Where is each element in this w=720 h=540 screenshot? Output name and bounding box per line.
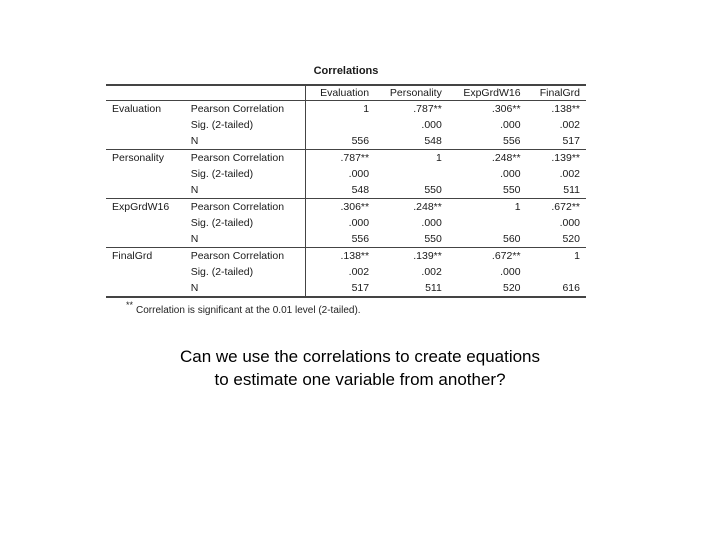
table-cell: .000 [559, 217, 580, 229]
table-row [106, 117, 586, 133]
table-cell: .002 [421, 266, 442, 278]
table-footnote [126, 300, 361, 316]
question-text [80, 345, 640, 391]
table-row [106, 166, 586, 182]
table-cell: .000 [500, 119, 521, 131]
table-cell: 517 [351, 282, 370, 294]
row-stat-label: Pearson Correlation [185, 101, 305, 118]
row-stat-label: N [185, 133, 305, 150]
table-cell: .000 [500, 168, 521, 180]
table-cell: 511 [563, 184, 580, 196]
column-header: Personality [375, 85, 448, 101]
table-cell: .139** [375, 248, 448, 265]
header-blank-stat [185, 85, 305, 101]
row-stat-label: Sig. (2-tailed) [185, 117, 305, 133]
table-cell: 1 [305, 101, 375, 118]
table-cell: 556 [351, 233, 370, 245]
row-stat-label: Pearson Correlation [185, 248, 305, 265]
table-header-row [106, 85, 586, 101]
table-cell: 520 [562, 233, 580, 245]
table-row [106, 264, 586, 280]
row-variable-blank [106, 280, 185, 297]
row-stat-label: Pearson Correlation [185, 199, 305, 216]
table-row [106, 133, 586, 150]
table-cell: 616 [562, 282, 580, 294]
row-stat-label: N [185, 182, 305, 199]
row-variable-label: Personality [106, 150, 185, 167]
row-variable-blank [106, 182, 185, 199]
row-stat-label: N [185, 280, 305, 297]
row-variable-label: FinalGrd [106, 248, 185, 265]
row-stat-label: Pearson Correlation [185, 150, 305, 167]
footnote-marker: ** [126, 300, 134, 310]
correlations-table [106, 84, 586, 298]
table-cell: 548 [424, 135, 442, 147]
footnote-text: Correlation is significant at the 0.01 level (2-tailed). [136, 305, 361, 316]
question-line-1: Can we use the correlations to create equations [179, 347, 541, 366]
table-cell: 1 [448, 199, 527, 216]
table-cell: .672** [527, 199, 586, 216]
table-title: Correlations [313, 65, 379, 77]
table-cell: .672** [448, 248, 527, 265]
row-variable-blank [106, 133, 185, 150]
row-variable-label: ExpGrdW16 [106, 199, 185, 216]
table-cell: 556 [351, 135, 370, 147]
table-body [106, 101, 586, 298]
table-row [106, 182, 586, 199]
row-variable-blank [106, 215, 185, 231]
row-variable-blank [106, 117, 185, 133]
table-cell: 550 [424, 233, 442, 245]
row-variable-blank [106, 166, 185, 182]
table-cell: .138** [305, 248, 375, 265]
table-row [106, 101, 586, 118]
table-cell: 560 [503, 233, 521, 245]
row-variable-blank [106, 264, 185, 280]
table-cell: 548 [351, 184, 370, 196]
column-header: ExpGrdW16 [448, 85, 527, 101]
table-cell: 517 [562, 135, 580, 147]
table-cell: .787** [375, 101, 448, 118]
table-cell: 556 [503, 135, 521, 147]
table-row [106, 248, 586, 265]
table-cell: .002 [348, 266, 370, 278]
table-cell: .000 [500, 266, 521, 278]
question-line-2: to estimate one variable from another? [214, 370, 506, 389]
column-header: FinalGrd [527, 85, 586, 101]
table-cell: .306** [448, 101, 527, 118]
table-row [106, 150, 586, 167]
table-cell: .248** [375, 199, 448, 216]
row-stat-label: Sig. (2-tailed) [185, 215, 305, 231]
row-variable-blank [106, 231, 185, 248]
row-stat-label: Sig. (2-tailed) [185, 264, 305, 280]
table-cell [527, 264, 586, 280]
table-cell: 1 [375, 150, 448, 167]
table-cell: .000 [421, 217, 442, 229]
table-cell: .787** [305, 150, 375, 167]
row-stat-label: N [185, 231, 305, 248]
column-header: Evaluation [305, 85, 375, 101]
table-cell: .306** [305, 199, 375, 216]
row-variable-label: Evaluation [106, 101, 185, 118]
table-cell [375, 166, 448, 182]
table-cell: .138** [527, 101, 586, 118]
table-cell: 550 [424, 184, 442, 196]
table-cell: .002 [559, 119, 580, 131]
table-row [106, 231, 586, 248]
table-row [106, 199, 586, 216]
table-cell: .000 [348, 217, 370, 229]
table-cell: 1 [527, 248, 586, 265]
header-blank [106, 85, 185, 101]
table-cell [448, 215, 527, 231]
table-cell: .139** [527, 150, 586, 167]
table-cell: 520 [503, 282, 521, 294]
table-cell: .000 [421, 119, 442, 131]
table-row [106, 280, 586, 297]
table-cell: 511 [425, 282, 442, 294]
table-cell [305, 117, 375, 133]
table-cell: .000 [348, 168, 370, 180]
table-cell: 550 [503, 184, 521, 196]
table-cell: .002 [559, 168, 580, 180]
row-stat-label: Sig. (2-tailed) [185, 166, 305, 182]
table-cell: .248** [448, 150, 527, 167]
table-row [106, 215, 586, 231]
